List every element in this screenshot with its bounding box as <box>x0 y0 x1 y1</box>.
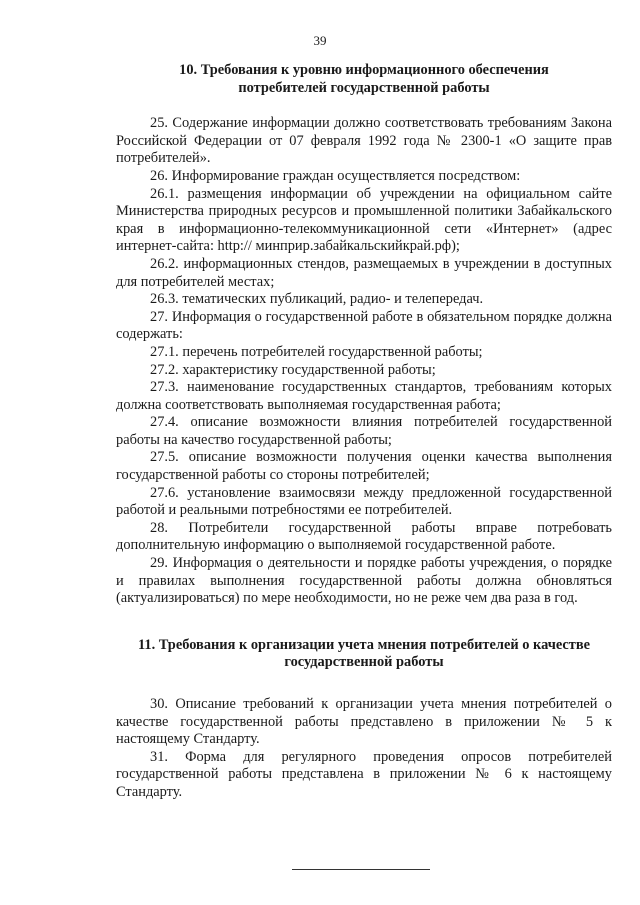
section-11-heading <box>116 637 612 672</box>
paragraph-29: 29. Информация о деятельности и порядке работы учреждения, о порядке и правилах выполнения государственной работы должна обновляться (актуализироваться) по мере необходимости, но не реже чем два раза в год. <box>116 555 612 607</box>
section-10-heading-line-1: 10. Требования к уровню информационного обеспечения <box>179 62 549 78</box>
section-10-body <box>116 115 612 608</box>
paragraph-26: 26. Информирование граждан осуществляется посредством: <box>150 167 521 184</box>
paragraph-26-1: 26.1. размещения информации об учреждении на официальном сайте Министерства природных ресурсов и промышленной политики Забайкальского края в информационно-телекоммуникационной сети «Интернет» (адрес интернет-сайта: http:// минприр.забайкальскийкрай.рф); <box>116 185 612 255</box>
end-of-document-divider <box>292 869 430 870</box>
paragraph-25: 25. Содержание информации должно соответствовать требованиям Закона Российской Федерации от 07 февраля 1992 года № 2300-1 «О защите прав потребителей». <box>116 115 612 167</box>
paragraph-27-2: 27.2. характеристику государственной работы; <box>150 361 436 378</box>
paragraph-30: 30. Описание требований к организации учета мнения потребителей о качестве государственной работы представлено в приложении № 5 к настоящему Стандарту. <box>116 696 612 748</box>
section-11-body <box>116 696 612 802</box>
paragraph-27-5: 27.5. описание возможности получения оценки качества выполнения государственной работы со стороны потребителей; <box>116 449 612 484</box>
paragraph-27-1: 27.1. перечень потребителей государственной работы; <box>150 343 483 360</box>
page-number: 39 <box>313 33 327 48</box>
section-11-heading-line-1: 11. Требования к организации учета мнения потребителей о качестве <box>137 636 591 653</box>
paragraph-28: 28. Потребители государственной работы вправе потребовать дополнительную информацию о выполняемой государственной работе. <box>116 519 612 554</box>
section-11-heading-line-2: государственной работы <box>284 654 444 671</box>
section-10-heading <box>116 62 612 97</box>
section-10-heading-line-2: потребителей государственной работы <box>238 79 490 96</box>
paragraph-26-3: 26.3. тематических публикаций, радио- и телепередач. <box>150 291 484 308</box>
paragraph-27-4: 27.4. описание возможности влияния потребителей государственной работы на качество государственной работы; <box>116 414 612 448</box>
paragraph-31: 31. Форма для регулярного проведения опросов потребителей государственной работы представлена в приложении № 6 к настоящему Стандарту. <box>116 748 612 800</box>
paragraph-27: 27. Информация о государственной работе в обязательном порядке должна содержать: <box>116 308 612 343</box>
paragraph-27-6: 27.6. установление взаимосвязи между предложенной государственной работой и реальными потребностями ее потребителей. <box>116 484 612 519</box>
paragraph-26-2: 26.2. информационных стендов, размещаемых в учреждении в доступных для потребителей местах; <box>116 255 612 290</box>
paragraph-27-3: 27.3. наименование государственных стандартов, требованиям которых должна соответствовать выполняемая государственная работа; <box>116 379 612 413</box>
document-body <box>116 57 612 802</box>
